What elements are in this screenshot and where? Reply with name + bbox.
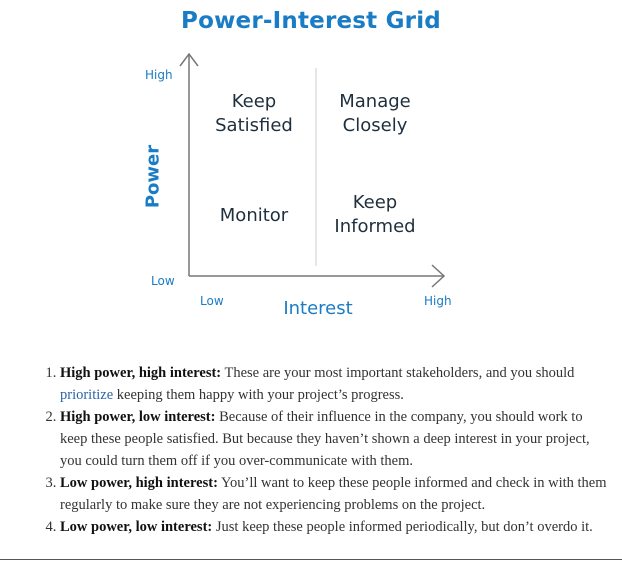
list-item-text: You’ll want to keep these people informed and check in with them regularly to make sure they are not experiencing problems on the project.: [60, 475, 607, 513]
list-item-heading: High power, high interest:: [60, 365, 222, 381]
x-axis-high-label: High: [424, 294, 452, 308]
list-item-text: These are your most important stakeholders, and you should: [221, 365, 575, 381]
list-item-text: Just keep these people informed periodically, but don’t overdo it.: [212, 519, 593, 535]
quadrant-label-line: Manage: [339, 91, 411, 112]
x-axis-low-label: Low: [200, 294, 224, 308]
quadrant-label-line: Keep: [352, 192, 398, 213]
list-item: [60, 516, 610, 538]
x-axis-title: Interest: [283, 298, 353, 319]
y-axis-low-label: Low: [151, 274, 175, 288]
quadrant-label-line: Closely: [342, 115, 408, 136]
quadrant-label-line: Informed: [334, 216, 416, 237]
list-item-text: keeping them happy with your project’s progress.: [113, 387, 404, 403]
quadrant-keep-satisfied: [194, 90, 314, 138]
list-item: [60, 362, 610, 406]
diagram-title: Power-Interest Grid: [181, 8, 441, 34]
list-item: [60, 472, 610, 516]
list-item-text: Because of their influence in the company, you should work to keep these people satisfied. But because they haven’t shown a deep interest in your project, you could turn them off if you over-communicate with them.: [60, 409, 590, 469]
list-item-heading: Low power, low interest:: [60, 519, 213, 535]
quadrant-keep-informed: [318, 191, 432, 239]
prioritize-link[interactable]: prioritize: [60, 387, 114, 403]
quadrant-label-line: Monitor: [219, 205, 289, 226]
list-item-heading: Low power, high interest:: [60, 475, 218, 491]
quadrant-manage-closely: [318, 90, 432, 138]
list-item: [60, 406, 610, 472]
quadrant-monitor: [194, 204, 314, 228]
y-axis-title: Power: [142, 144, 164, 209]
y-axis-high-label: High: [145, 68, 173, 82]
quadrant-label-line: Satisfied: [215, 115, 293, 136]
stakeholder-list: [38, 362, 610, 538]
quadrant-label-line: Keep: [231, 91, 277, 112]
list-item-heading: High power, low interest:: [60, 409, 216, 425]
bottom-divider: [0, 559, 622, 560]
